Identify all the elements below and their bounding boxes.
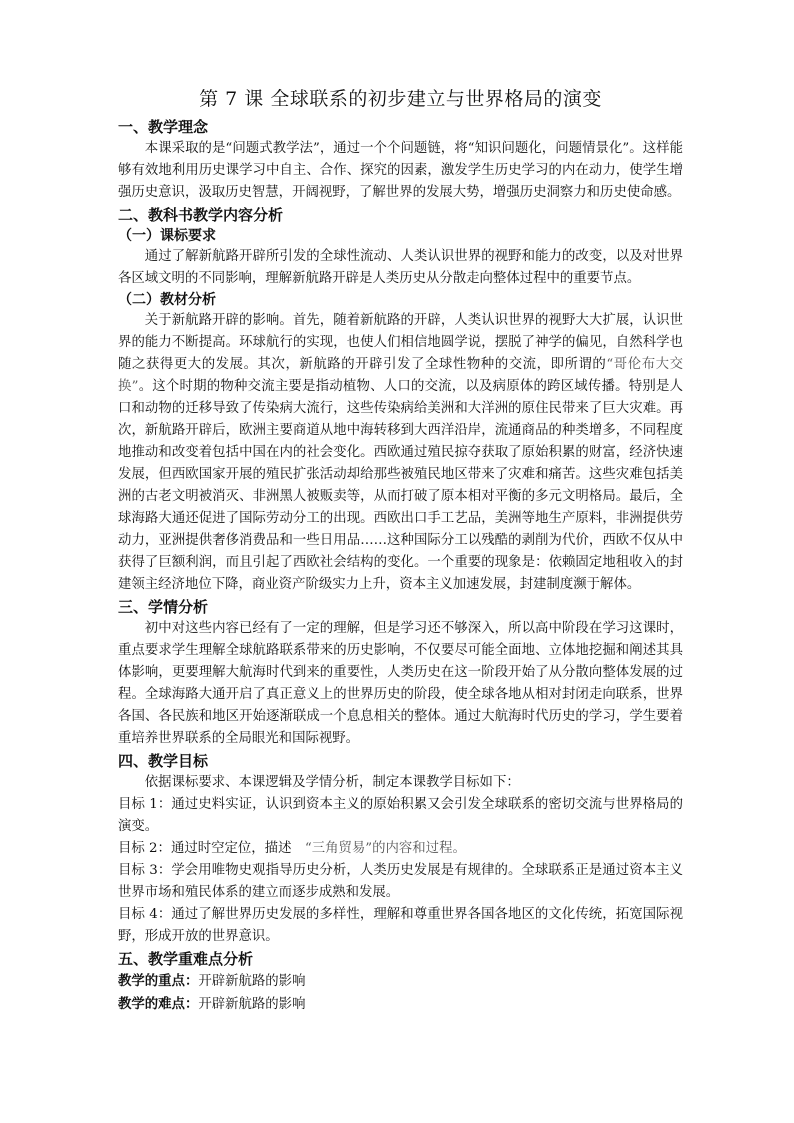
goal-2	[118, 838, 683, 860]
page-title: 第 7 课 全球联系的初步建立与世界格局的演变	[199, 88, 602, 110]
subsection-heading-material-analysis: （二）教材分析	[118, 292, 216, 308]
paragraph-material-analysis	[118, 310, 683, 596]
material-text-part-1: 关于新航路开辟的影响。首先，随着新航路的开辟，人类认识世界的视野大大扩展，认识世界的能力不断提高。环球航行的实现，也使人们相信地圆学说，摆脱了神学的偏见，自然科学也随之获得更大的发展。其次，新航路的开辟引发了全球性物种的交流，即所谓的	[118, 313, 683, 372]
key-point-text: 开辟新航路的影响	[198, 974, 306, 989]
paragraph-teaching-philosophy: 本课采取的是“问题式教学法”，通过一个个问题链，将“知识问题化，问题情景化”。这样能够有效地利用历史课学习中自主、合作、探究的因素，激发学生历史学习的内在动力，使学生增强历史意识，汲取历史智慧，开阔视野，了解世界的发展大势，增强历史洞察力和历史使命感。	[118, 141, 683, 200]
section-heading-teaching-philosophy: 一、教学理念	[118, 118, 209, 136]
goal-3: 目标 3：学会用唯物史观指导历史分析，人类历史发展是有规律的。全球联系正是通过资本主义世界市场和殖民体系的建立而逐步成熟和发展。	[118, 863, 683, 900]
difficult-point	[118, 993, 683, 1016]
difficult-point-label: 教学的难点：	[118, 996, 199, 1012]
difficult-point-text: 开辟新航路的影响	[198, 997, 306, 1012]
section-heading-key-difficult-points: 五、教学重难点分析	[118, 950, 254, 968]
key-point-label: 教学的重点：	[118, 973, 199, 989]
goal-2-text: 目标 2：通过时空定位，描述	[118, 841, 305, 856]
goal-4: 目标 4：通过了解世界历史发展的多样性，理解和尊重世界各国各地区的文化传统，拓宽国际视野，形成开放的世界意识。	[118, 907, 683, 944]
goal-2-triangle-trade: “三角贸易”的内容和过程。	[304, 841, 466, 856]
subsection-heading-curriculum-standard: （一）课标要求	[118, 228, 216, 244]
goal-1: 目标 1：通过史料实证，认识到资本主义的原始积累又会引发全球联系的密切交流与世界格局的演变。	[118, 797, 683, 834]
section-heading-teaching-goals: 四、教学目标	[118, 752, 209, 770]
paragraph-goals-intro: 依据课标要求、本课逻辑及学情分析，制定本课教学目标如下：	[144, 775, 520, 790]
columbian-exchange-term: “哥伦布大交换”	[118, 357, 683, 394]
section-heading-textbook-analysis: 二、教科书教学内容分析	[118, 206, 284, 224]
material-text-part-2: 。这个时期的物种交流主要是指动植物、人口的交流，以及病原体的跨区域传播。特别是人口和动物的迁移导致了传染病大流行，这些传染病给美洲和大洋洲的原住民带来了巨大灾难。再次，新航路开辟后，欧洲主要商道从地中海转移到大西洋沿岸，流通商品的种类增多，不同程度地推动和改变着包括中国在内的社会变化。西欧通过殖民掠夺获取了原始积累的财富，经济快速发展，但西欧国家开展的殖民扩张活动却给那些被殖民地区带来了灾难和痛苦。这些灾难包括美洲的古老文明被消灭、非洲黑人被贩卖等，从而打破了原本相对平衡的多元文明格局。最后，全球海路大通还促进了国际劳动分工的出现。西欧出口手工艺品，美洲等地生产原料，非洲提供劳动力，亚洲提供奢侈消费品和一些日用品……这种国际分工以残酷的剥削为代价，西欧不仅从中获得了巨额利润，而且引起了西欧社会结构的变化。一个重要的现象是：依赖固定地租收入的封建领主经济地位下降，商业资产阶级实力上升，资本主义加速发展，封建制度濒于解体。	[118, 379, 683, 592]
document-page	[118, 86, 683, 1016]
section-heading-learner-analysis: 三、学情分析	[118, 598, 209, 616]
key-point	[118, 970, 683, 993]
paragraph-curriculum-standard: 通过了解新航路开辟所引发的全球性流动、人类认识世界的视野和能力的改变，以及对世界各区域文明的不同影响，理解新航路开辟是人类历史从分散走向整体过程中的重要节点。	[118, 249, 683, 286]
paragraph-learner-analysis: 初中对这些内容已经有了一定的理解，但是学习还不够深入，所以高中阶段在学习这课时，重点要求学生理解全球航路联系带来的历史影响，不仅要尽可能全面地、立体地挖掘和阐述其具体影响，更要理解大航海时代到来的重要性，人类历史在这一阶段开始了从分散向整体发展的过程。全球海路大通开启了真正意义上的世界历史的阶段，使全球各地从相对封闭走向联系，世界各国、各民族和地区开始逐渐联成一个息息相关的整体。通过大航海时代历史的学习，学生要着重培养世界联系的全局眼光和国际视野。	[118, 621, 683, 746]
